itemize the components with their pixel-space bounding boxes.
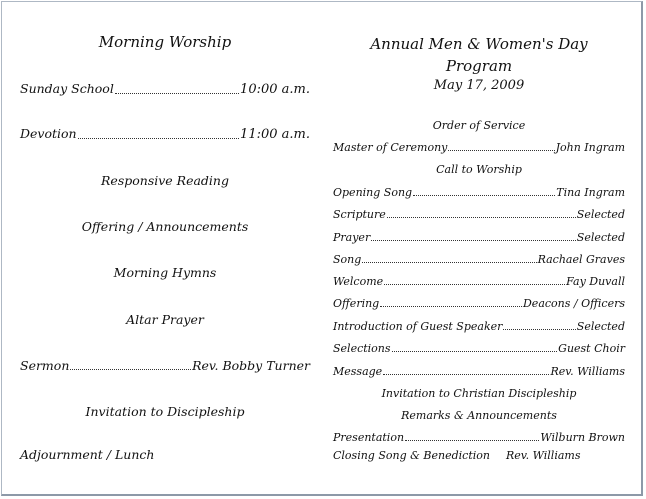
leader-dots (413, 195, 555, 196)
program-column (333, 0, 625, 499)
program-row-value: Fay Duvall (566, 275, 625, 288)
devotion-label: Devotion (20, 126, 77, 141)
program-row-value: Selected (576, 208, 625, 221)
remarks-announcements-heading: Remarks & Announcements (401, 409, 557, 422)
adjournment-lunch: Adjournment / Lunch (20, 447, 155, 462)
leader-dots (392, 351, 558, 352)
leader-dots (371, 240, 576, 241)
closing-song-label: Closing Song & Benediction (333, 449, 490, 462)
program-row-label: Welcome (333, 275, 384, 288)
leader-dots (448, 150, 554, 151)
leader-dots (383, 374, 549, 375)
program-row (333, 253, 625, 266)
program-row (333, 320, 625, 333)
order-of-service-heading: Order of Service (432, 119, 526, 132)
devotion-time: 11:00 a.m. (240, 127, 310, 142)
call-to-worship-heading: Call to Worship (436, 163, 522, 176)
master-of-ceremony-label: Master of Ceremony (333, 141, 448, 154)
morning-hymns: Morning Hymns (113, 265, 217, 280)
master-of-ceremony-name: John Ingram (555, 141, 625, 154)
program-row-value: Selected (576, 320, 625, 333)
sermon-speaker: Rev. Bobby Turner (192, 358, 310, 373)
leader-dots (387, 217, 576, 218)
presentation-label: Presentation (333, 431, 405, 444)
program-row-value: Guest Choir (558, 342, 625, 355)
sermon-label: Sermon (20, 358, 70, 373)
program-row-value: Selected (576, 231, 625, 244)
leader-dots (115, 93, 239, 94)
closing-song-name: Rev. Williams (505, 449, 581, 462)
program-row-label: Scripture (333, 208, 386, 221)
program-row-label: Prayer (333, 231, 371, 244)
program-row-label: Introduction of Guest Speaker (333, 320, 503, 333)
altar-prayer: Altar Prayer (126, 312, 204, 327)
program-row (333, 275, 625, 288)
leader-dots (405, 440, 539, 441)
master-of-ceremony-row (333, 141, 625, 154)
program-row (333, 208, 625, 221)
program-row-label: Message (333, 365, 383, 378)
program-date: May 17, 2009 (433, 78, 525, 93)
program-title-line2: Program (445, 57, 513, 75)
morning-worship-title: Morning Worship (98, 33, 232, 51)
program-row (333, 186, 625, 199)
program-row (333, 365, 625, 378)
devotion-row (20, 126, 310, 142)
leader-dots (384, 284, 565, 285)
sunday-school-time: 10:00 a.m. (240, 82, 310, 97)
program-row-label: Song (333, 253, 362, 266)
leader-dots (362, 262, 536, 263)
program-row (333, 297, 625, 310)
leader-dots (503, 329, 575, 330)
leader-dots (70, 369, 191, 370)
presentation-name: Wilburn Brown (540, 431, 625, 444)
sunday-school-label: Sunday School (20, 81, 114, 96)
offering-announcements: Offering / Announcements (81, 219, 249, 234)
program-row-value: Tina Ingram (556, 186, 625, 199)
responsive-reading: Responsive Reading (101, 173, 229, 188)
sermon-row (20, 358, 310, 373)
leader-dots (380, 306, 522, 307)
invitation-christian-discipleship-heading: Invitation to Christian Discipleship (381, 387, 577, 400)
morning-worship-column (20, 0, 310, 499)
presentation-row (333, 431, 625, 444)
program-row (333, 342, 625, 355)
sunday-school-row (20, 81, 310, 97)
program-row-label: Opening Song (333, 186, 413, 199)
program-row-value: Deacons / Officers (522, 297, 625, 310)
closing-song-row (333, 449, 580, 462)
program-row-label: Selections (333, 342, 391, 355)
program-title-line1: Annual Men & Women's Day (370, 35, 588, 53)
program-row (333, 231, 625, 244)
program-row-value: Rachael Graves (537, 253, 625, 266)
invitation-to-discipleship: Invitation to Discipleship (85, 404, 245, 419)
program-row-label: Offering (333, 297, 380, 310)
program-row-value: Rev. Williams (550, 365, 625, 378)
leader-dots (78, 138, 239, 139)
